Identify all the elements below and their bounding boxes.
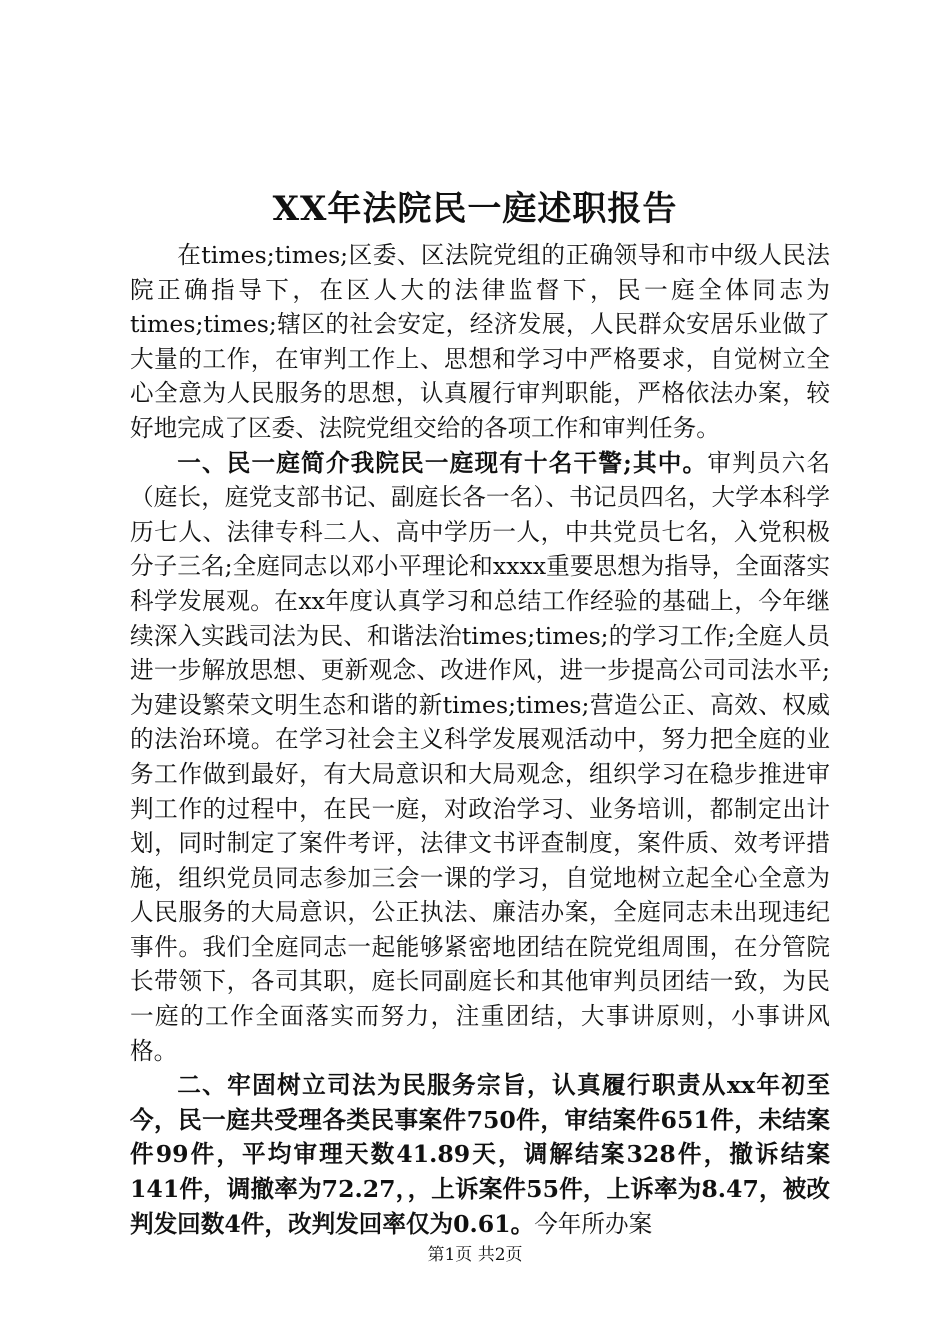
section-2-heading: 二、牢固树立司法为民服务宗旨，认真履行职责从xx年初至今，民一庭共受理各类民事案件750件，审结案件651件，未结案件99件，平均审理天数41.89天，调解结案328件，撤诉结案141件，调撤率为72.27，，上诉案件55件，上诉率为8.47，被改判发回数4件，改判发回率仅为0.61。 xyxy=(130,1071,830,1238)
document-body xyxy=(130,238,830,1241)
paragraph-section-2 xyxy=(130,1068,830,1241)
paragraph-intro xyxy=(130,238,830,446)
page-footer: 第1页 共2页 xyxy=(427,1245,523,1265)
paragraph-intro-text: 在times;times;区委、区法院党组的正确领导和市中级人民法院正确指导下，在区人大的法律监督下，民一庭全体同志为times;times;辖区的社会安定，经济发展，人民群众安居乐业做了大量的工作，在审判工作上、思想和学习中严格要求，自觉树立全心全意为人民服务的思想，认真履行审判职能，严格依法办案，较好地完成了区委、法院党组交给的各项工作和审判任务。 xyxy=(130,241,830,442)
paragraph-section-1 xyxy=(130,446,830,1069)
section-2-text: 今年所办案 xyxy=(534,1209,653,1238)
document-title: XX年法院民一庭述职报告 xyxy=(272,189,678,229)
section-1-text: 审判员六名（庭长，庭党支部书记、副庭长各一名）、书记员四名，大学本科学历七人、法律专科二人、高中学历一人，中共党员七名，入党积极分子三名;全庭同志以邓小平理论和xxxx重要思想为指导，全面落实科学发展观。在xx年度认真学习和总结工作经验的基础上，今年继续深入实践司法为民、和谐法治times;times;的学习工作;全庭人员进一步解放思想、更新观念、改进作风，进一步提高公司司法水平;为建设繁荣文明生态和谐的新times;times;营造公正、高效、权威的法治环境。在学习社会主义科学发展观活动中，努力把全庭的业务工作做到最好，有大局意识和大局观念，组织学习在稳步推进审判工作的过程中，在民一庭，对政治学习、业务培训，都制定出计划，同时制定了案件考评，法律文书评查制度，案件质、效考评措施，组织党员同志参加三会一课的学习，自觉地树立起全心全意为人民服务的大局意识，公正执法、廉洁办案，全庭同志未出现违纪事件。我们全庭同志一起能够紧密地团结在院党组周围，在分管院长带领下，各司其职，庭长同副庭长和其他审判员团结一致，为民一庭的工作全面落实而努力，注重团结，大事讲原则，小事讲风格。 xyxy=(130,448,830,1065)
section-1-heading: 一、民一庭简介我院民一庭现有十名干警;其中。 xyxy=(177,448,708,477)
